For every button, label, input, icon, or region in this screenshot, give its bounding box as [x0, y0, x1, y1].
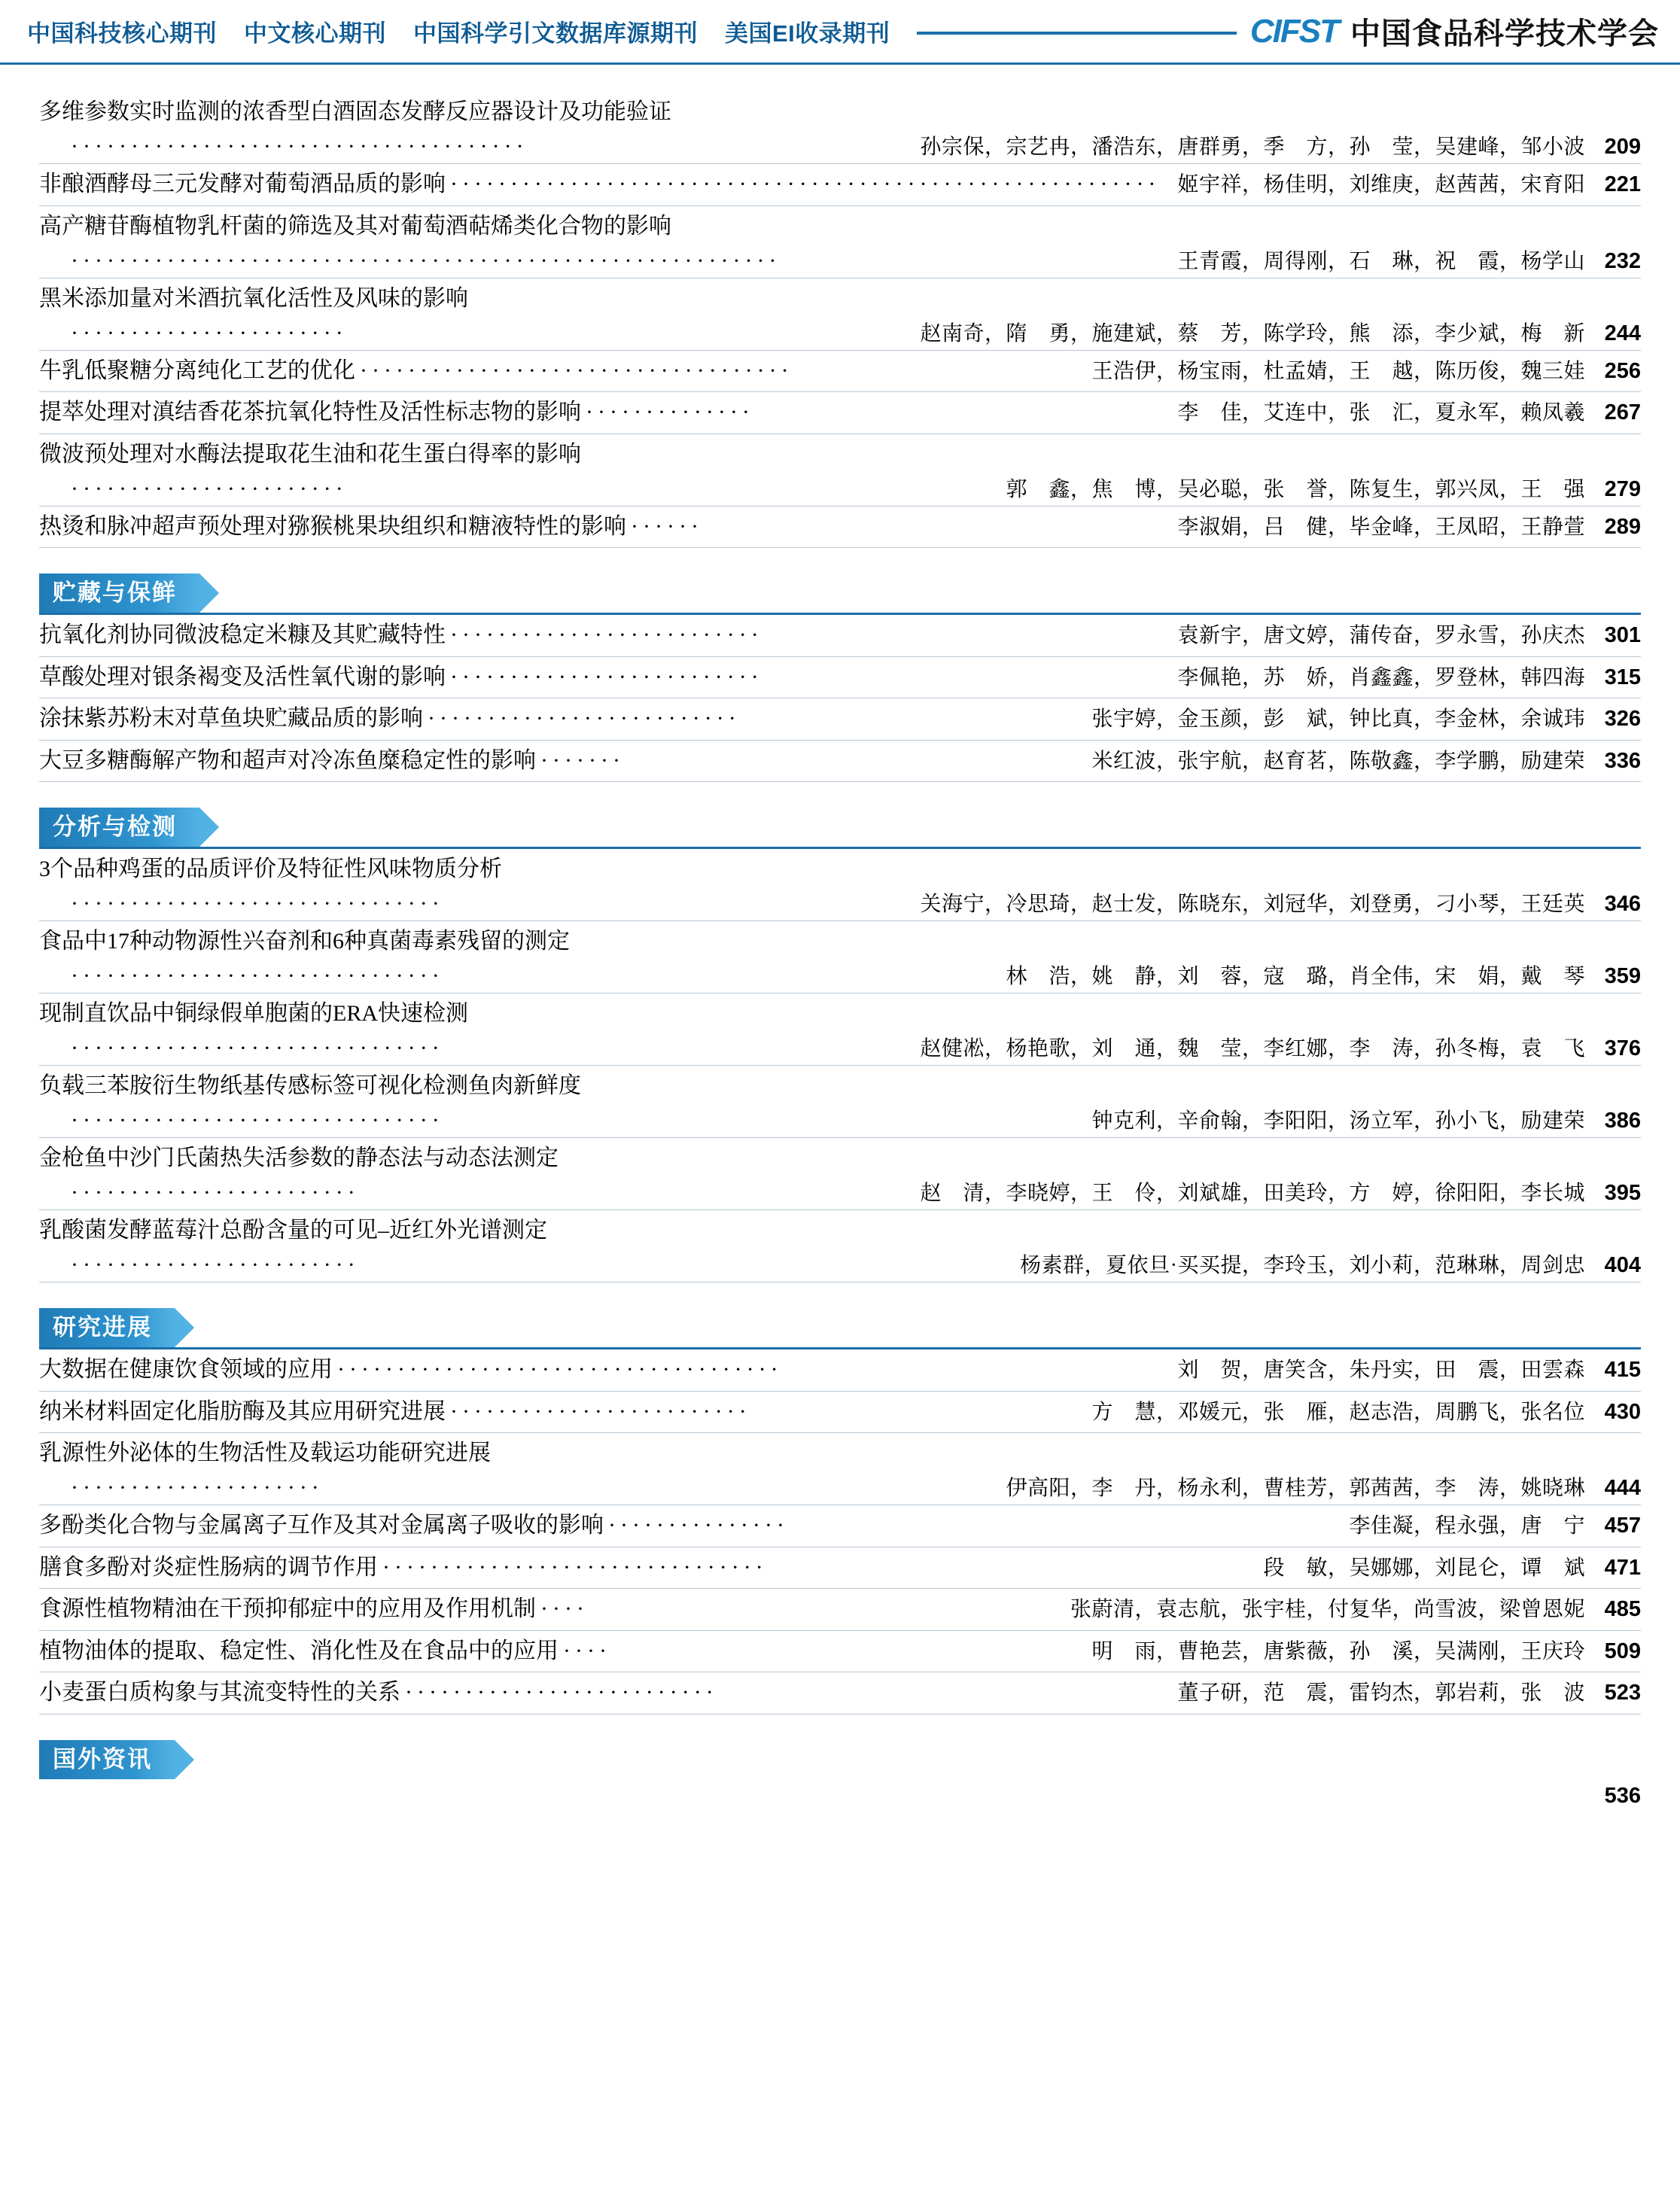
entry-title: 小麦蛋白质构象与其流变特性的关系	[39, 1680, 400, 1705]
entry-page[interactable]: 376	[1604, 1036, 1641, 1060]
entry-authors: 王浩伊，杨宝雨，杜孟婧，王 越，陈历俊，魏三娃	[1091, 359, 1585, 383]
entry-page[interactable]: 289	[1604, 514, 1641, 539]
entry-page[interactable]: 221	[1604, 172, 1641, 196]
toc-entry[interactable]	[39, 1138, 1641, 1210]
entry-authors: 袁新宇，唐文婷，蒲传奋，罗永雪，孙庆杰	[1177, 624, 1585, 647]
entry-authors: 郭 鑫，焦 博，吴必聪，张 誉，陈复生，郭兴凤，王 强	[1006, 477, 1585, 501]
leader-dots: ······································	[71, 134, 528, 159]
entry-title: 多维参数实时监测的浓香型白酒固态发酵反应器设计及功能验证	[39, 99, 671, 124]
entry-authors: 赵 清，李晓婷，王 伶，刘斌雄，田美玲，方 婷，徐阳阳，李长城	[920, 1182, 1585, 1205]
toc-entry[interactable]	[39, 1505, 1641, 1547]
entry-authors: 张蔚清，袁志航，张宇桂，付复华，尚雪波，梁曾恩妮	[1070, 1598, 1585, 1621]
entry-authors: 李淑娟，吕 健，毕金峰，王凤昭，王静萱	[1177, 515, 1585, 539]
entry-page[interactable]: 404	[1604, 1253, 1641, 1277]
entry-page[interactable]: 232	[1604, 248, 1641, 273]
toc-entry[interactable]	[39, 1631, 1641, 1673]
entry-title: 非酿酒酵母三元发酵对葡萄酒品质的影响	[39, 172, 446, 196]
section-banner	[39, 1740, 1641, 1779]
leader-dots: ·······	[540, 747, 625, 773]
toc-entry[interactable]	[39, 392, 1641, 434]
entry-page[interactable]: 267	[1604, 400, 1641, 424]
leader-dots: ·························	[450, 1398, 751, 1424]
journal-badge: 中文核心期刊	[244, 20, 386, 47]
leader-dots: ·······················	[71, 320, 348, 345]
leader-dots: ··························	[450, 664, 763, 689]
header-divider-rule	[917, 32, 1237, 35]
entry-page[interactable]: 279	[1604, 476, 1641, 501]
entry-title: 食品中17种动物源性兴奋剂和6种真菌毒素残留的测定	[39, 929, 570, 954]
entry-page[interactable]: 336	[1604, 748, 1641, 773]
toc-entry[interactable]	[39, 1066, 1641, 1138]
toc-entry[interactable]	[39, 615, 1641, 657]
leader-dots: ···························································	[450, 172, 1161, 196]
entry-page[interactable]: 256	[1604, 358, 1641, 383]
leader-dots: ··························	[450, 622, 763, 647]
entry-authors: 赵健凇，杨艳歌，刘 通，魏 莹，李红娜，李 涛，孙冬梅，袁 飞	[920, 1037, 1585, 1060]
entry-title: 食源性植物精油在干预抑郁症中的应用及作用机制	[39, 1596, 536, 1621]
journal-badge: 中国科技核心期刊	[27, 20, 217, 47]
entry-title: 植物油体的提取、稳定性、消化性及在食品中的应用	[39, 1638, 558, 1663]
toc-section	[39, 808, 1641, 1282]
entry-authors: 张宇婷，金玉颜，彭 斌，钟比真，李金林，余诚玮	[1091, 707, 1585, 731]
leader-dots: ························	[71, 1252, 360, 1277]
entry-page[interactable]: 359	[1604, 964, 1641, 988]
entry-authors: 段 敏，吴娜娜，刘昆仑，谭 斌	[1263, 1556, 1585, 1580]
entry-title: 乳源性外泌体的生物活性及载运功能研究进展	[39, 1441, 491, 1465]
entry-page[interactable]: 244	[1604, 321, 1641, 345]
entry-authors: 关海宁，冷思琦，赵士发，陈晓东，刘冠华，刘登勇，刁小琴，王廷英	[920, 893, 1585, 916]
entry-authors: 米红波，张宇航，赵育茗，陈敬鑫，李学鹏，励建荣	[1091, 749, 1585, 773]
leader-dots: ························	[71, 1180, 360, 1205]
journal-badges	[14, 14, 903, 48]
entry-title: 大数据在健康饮食领域的应用	[39, 1357, 333, 1382]
entry-page[interactable]: 471	[1604, 1555, 1641, 1580]
entry-title: 膳食多酚对炎症性肠病的调节作用	[39, 1554, 378, 1580]
entry-authors: 刘 贺，唐笑含，朱丹实，田 震，田雲森	[1177, 1359, 1585, 1382]
entry-authors: 李 佳，艾连中，张 汇，夏永军，赖凤羲	[1177, 401, 1585, 424]
leader-dots: ·······························	[71, 1108, 444, 1133]
leader-dots: ··························	[405, 1680, 718, 1705]
leader-dots: ·······························	[71, 891, 444, 916]
toc-entry[interactable]	[39, 164, 1641, 206]
toc-entry[interactable]	[39, 741, 1641, 783]
entry-title: 金枪鱼中沙门氏菌热失活参数的静态法与动态法测定	[39, 1146, 558, 1170]
entry-page[interactable]: 509	[1604, 1638, 1641, 1663]
entry-title: 草酸处理对银条褐变及活性氧代谢的影响	[39, 664, 446, 689]
leader-dots: ·······························	[71, 963, 444, 988]
table-of-contents	[0, 65, 1680, 1809]
leader-dots: ······	[631, 513, 703, 539]
toc-entry[interactable]	[39, 657, 1641, 699]
entry-authors: 钟克利，辛俞翰，李阳阳，汤立军，孙小飞，励建荣	[1091, 1109, 1585, 1133]
entry-title: 微波预处理对水酶法提取花生油和花生蛋白得率的影响	[39, 441, 581, 467]
entry-authors: 赵南奇，隋 勇，施建斌，蔡 芳，陈学玲，熊 添，李少斌，梅 新	[920, 321, 1585, 345]
leader-dots: ····································	[360, 358, 793, 383]
entry-page[interactable]: 444	[1604, 1476, 1641, 1500]
entry-title: 3个品种鸡蛋的品质评价及特征性风味物质分析	[39, 857, 502, 881]
toc-entry[interactable]	[39, 1589, 1641, 1631]
entry-authors: 李佳凝，程永强，唐 宁	[1349, 1514, 1585, 1538]
leader-dots: ································	[382, 1554, 768, 1580]
entry-page[interactable]: 415	[1604, 1358, 1641, 1382]
toc-entry[interactable]	[39, 1433, 1641, 1505]
entry-authors: 杨素群，夏依旦·买买提，李玲玉，刘小莉，范琳琳，周剑忠	[1020, 1254, 1585, 1277]
entry-title: 大豆多糖酶解产物和超声对冷冻鱼糜稳定性的影响	[39, 747, 536, 773]
toc-entry[interactable]	[39, 278, 1641, 351]
toc-entry[interactable]	[39, 507, 1641, 549]
cifst-logo-icon: CIFST	[1249, 12, 1338, 50]
entry-authors: 姬宇祥，杨佳明，刘维庚，赵茜茜，宋育阳	[1177, 173, 1585, 196]
leader-dots: ···························································	[71, 248, 781, 273]
journal-badge: 中国科学引文数据库源期刊	[413, 20, 698, 47]
entry-authors: 明 雨，曹艳芸，唐紫薇，孙 溪，吴满刚，王庆玲	[1091, 1639, 1585, 1663]
toc-entry[interactable]	[39, 1392, 1641, 1434]
society-name: 中国食品科学技术学会	[1350, 17, 1659, 50]
entry-page[interactable]: 209	[1604, 135, 1641, 159]
leader-dots: ·······················	[71, 476, 348, 501]
entry-authors: 孙宗保，宗艺冉，潘浩东，唐群勇，季 方，孙 莹，吴建峰，邹小波	[920, 135, 1585, 159]
entry-authors: 方 慧，邓媛元，张 雁，赵志浩，周鹏飞，张名位	[1091, 1400, 1585, 1424]
entry-title: 涂抹紫苏粉末对草鱼块贮藏品质的影响	[39, 706, 423, 731]
toc-entry[interactable]	[39, 434, 1641, 507]
entry-page[interactable]: 386	[1604, 1109, 1641, 1133]
entry-page[interactable]: 430	[1604, 1399, 1641, 1424]
entry-title: 乳酸菌发酵蓝莓汁总酚含量的可见–近红外光谱测定	[39, 1218, 547, 1243]
entry-title: 多酚类化合物与金属离子互作及其对金属离子吸收的影响	[39, 1513, 604, 1538]
page-header	[0, 0, 1680, 65]
toc-entry[interactable]	[39, 993, 1641, 1066]
toc-entry[interactable]	[39, 1547, 1641, 1590]
leader-dots: ···············	[608, 1513, 789, 1538]
section-tail-page-row	[39, 1779, 1641, 1809]
leader-dots: ·······························	[71, 1036, 444, 1060]
toc-section	[39, 1308, 1641, 1715]
entry-title: 纳米材料固定化脂肪酶及其应用研究进展	[39, 1398, 446, 1424]
toc-section	[39, 92, 1641, 548]
toc-entry[interactable]	[39, 1210, 1641, 1282]
society-brand	[1250, 10, 1659, 53]
entry-page[interactable]: 523	[1604, 1681, 1641, 1705]
toc-entry[interactable]	[39, 921, 1641, 993]
section-title: 分析与检测	[39, 808, 199, 847]
toc-entry[interactable]	[39, 92, 1641, 164]
entry-page[interactable]: 301	[1604, 623, 1641, 647]
toc-entry[interactable]	[39, 206, 1641, 278]
entry-authors: 伊高阳，李 丹，杨永利，曹桂芳，郭茜茜，李 涛，姚晓琳	[1006, 1477, 1585, 1500]
entry-page[interactable]: 457	[1604, 1514, 1641, 1538]
leader-dots: ····	[540, 1596, 589, 1621]
entry-title: 提萃处理对滇结香花茶抗氧化特性及活性标志物的影响	[39, 400, 581, 424]
entry-title: 现制直饮品中铜绿假单胞菌的ERA快速检测	[39, 1001, 468, 1026]
toc-entry[interactable]	[39, 849, 1641, 921]
entry-title: 抗氧化剂协同微波稳定米糠及其贮藏特性	[39, 622, 446, 647]
section-title: 贮藏与保鲜	[39, 574, 199, 613]
leader-dots: ··························	[428, 706, 741, 731]
entry-title: 黑米添加量对米酒抗氧化活性及风味的影响	[39, 285, 468, 311]
entry-authors: 王青霞，周得刚，石 琳，祝 霞，杨学山	[1177, 249, 1585, 273]
entry-page[interactable]: 536	[1604, 1783, 1641, 1808]
section-banner	[39, 1308, 1641, 1347]
toc-entry[interactable]	[39, 1672, 1641, 1715]
leader-dots: ··············	[586, 400, 754, 424]
section-title: 国外资讯	[39, 1740, 175, 1779]
entry-page[interactable]: 485	[1604, 1597, 1641, 1621]
entry-page[interactable]: 395	[1604, 1181, 1641, 1205]
leader-dots: ·····································	[337, 1357, 783, 1382]
entry-page[interactable]: 346	[1604, 892, 1641, 916]
leader-dots: ·····················	[71, 1475, 324, 1500]
entry-authors: 董子研，范 震，雷钧杰，郭岩莉，张 波	[1177, 1681, 1585, 1705]
entry-authors: 林 浩，姚 静，刘 蓉，寇 璐，肖全伟，宋 娟，戴 琴	[1006, 965, 1585, 988]
entry-title: 负载三苯胺衍生物纸基传感标签可视化检测鱼肉新鲜度	[39, 1073, 581, 1098]
toc-entry[interactable]	[39, 351, 1641, 393]
toc-section	[39, 574, 1641, 782]
entry-title: 高产糖苷酶植物乳杆菌的筛选及其对葡萄酒萜烯类化合物的影响	[39, 213, 671, 239]
toc-entry[interactable]	[39, 1349, 1641, 1392]
entry-title: 牛乳低聚糖分离纯化工艺的优化	[39, 358, 355, 383]
section-banner	[39, 574, 1641, 613]
section-title: 研究进展	[39, 1308, 175, 1347]
section-banner	[39, 808, 1641, 847]
journal-badge: 美国EI收录期刊	[725, 20, 890, 47]
leader-dots: ····	[563, 1638, 611, 1663]
entry-authors: 李佩艳，苏 娇，肖鑫鑫，罗登林，韩四海	[1177, 665, 1585, 689]
entry-page[interactable]: 315	[1604, 665, 1641, 689]
entry-title: 热烫和脉冲超声预处理对猕猴桃果块组织和糖液特性的影响	[39, 513, 626, 539]
entry-page[interactable]: 326	[1604, 707, 1641, 731]
toc-section	[39, 1740, 1641, 1809]
toc-entry[interactable]	[39, 698, 1641, 741]
